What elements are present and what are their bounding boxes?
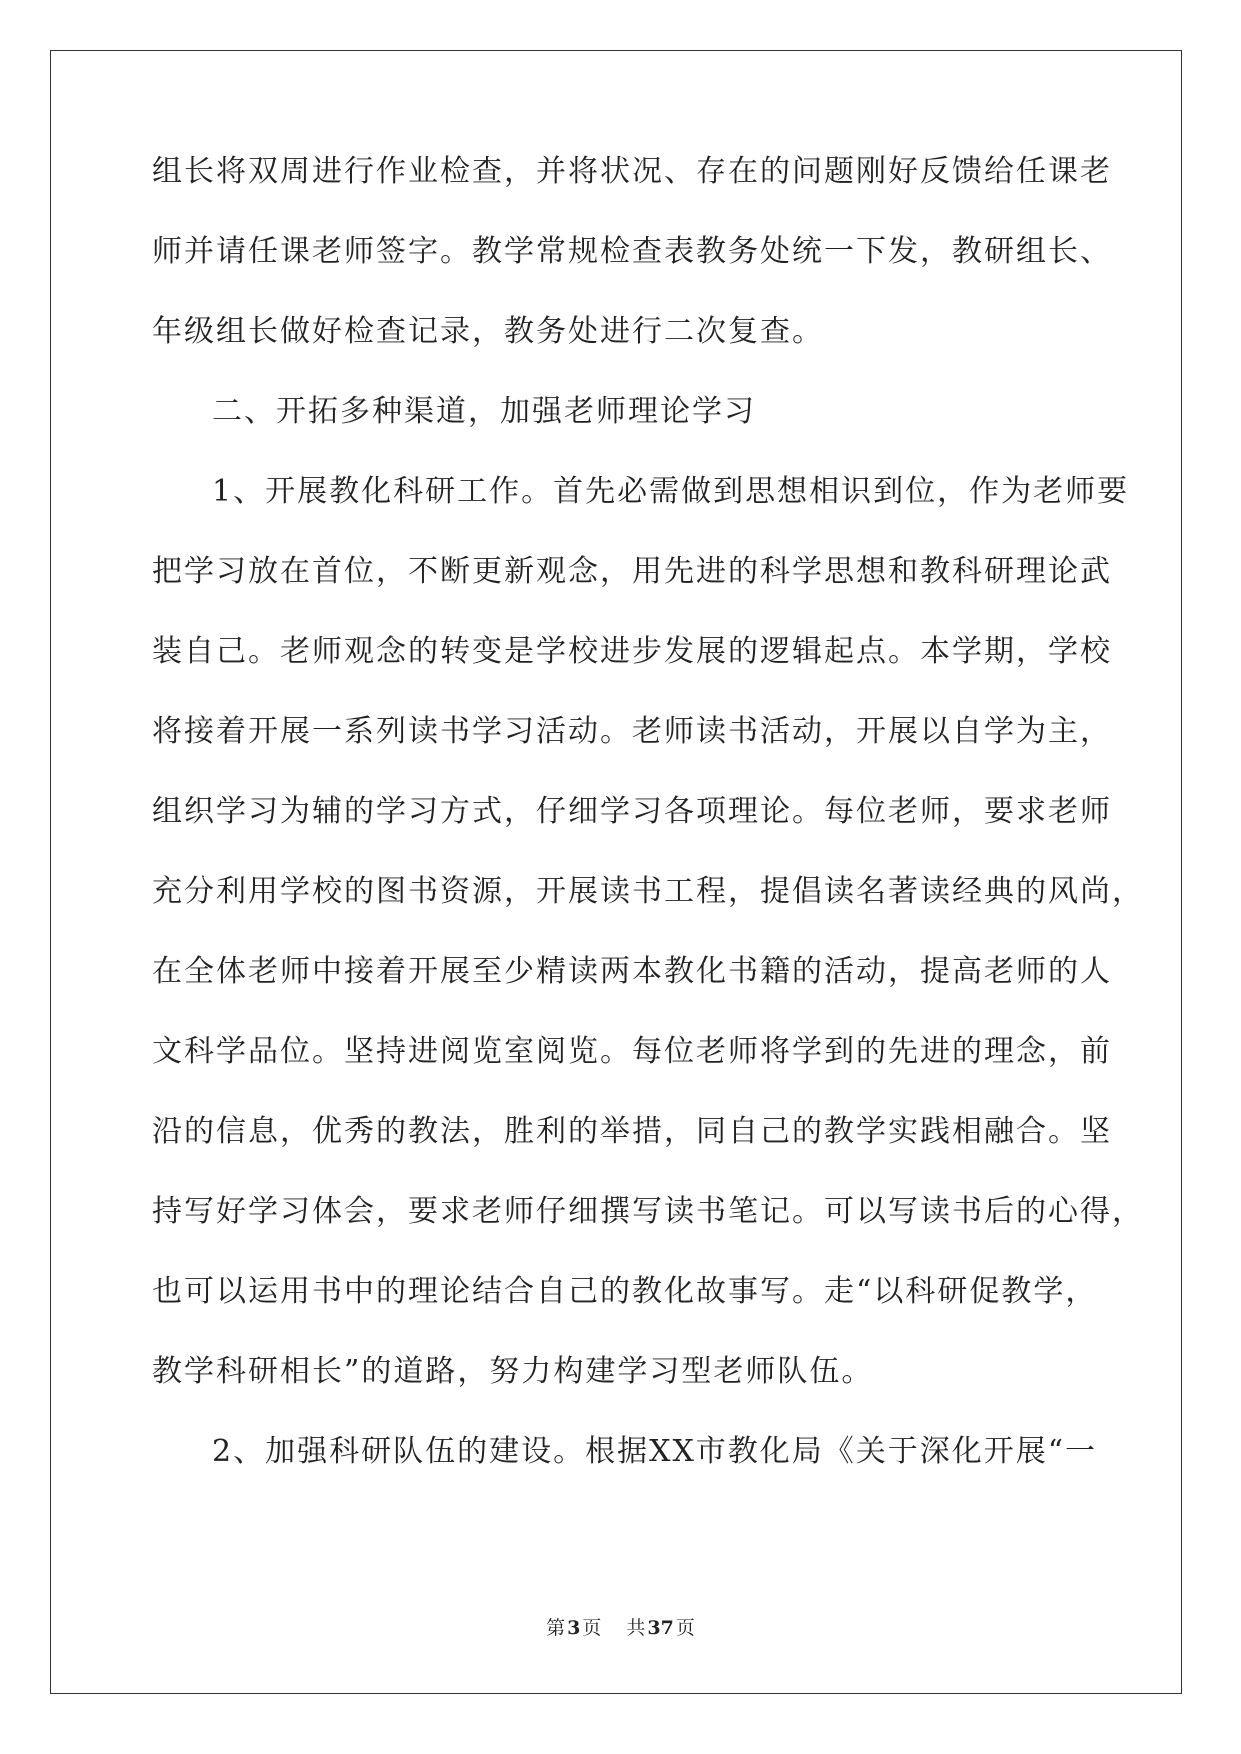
text-line: 教学科研相长”的道路，努力构建学习型老师队伍。 bbox=[152, 1354, 874, 1389]
text-line: 在全体老师中接着开展至少精读两本教化书籍的活动，提高老师的人 bbox=[152, 954, 1112, 989]
page-number: 3 bbox=[567, 1617, 581, 1639]
total-suffix: 页 bbox=[675, 1617, 695, 1639]
total-pages: 37 bbox=[647, 1617, 674, 1639]
text-line: 将接着开展一系列读书学习活动。老师读书活动，开展以自学为主， bbox=[152, 714, 1112, 749]
section-heading: 二、开拓多种渠道，加强老师理论学习 bbox=[212, 394, 756, 429]
page-footer bbox=[0, 1616, 1241, 1640]
page-prefix: 第 bbox=[546, 1617, 566, 1639]
text-line: 1、开展教化科研工作。首先必需做到思想相识到位，作为老师要 bbox=[212, 474, 1130, 509]
text-line: 也可以运用书中的理论结合自己的教化故事写。走“以科研促教学， bbox=[152, 1274, 1098, 1309]
text-line: 文科学品位。坚持进阅览室阅览。每位老师将学到的先进的理念，前 bbox=[152, 1034, 1112, 1069]
text-line: 年级组长做好检查记录，教务处进行二次复查。 bbox=[152, 314, 824, 349]
text-line: 装自己。老师观念的转变是学校进步发展的逻辑起点。本学期，学校 bbox=[152, 634, 1112, 669]
text-line: 组织学习为辅的学习方式，仔细学习各项理论。每位老师，要求老师 bbox=[152, 794, 1112, 829]
text-line: 沿的信息，优秀的教法，胜利的举措，同自己的教学实践相融合。坚 bbox=[152, 1114, 1112, 1149]
text-line: 师并请任课老师签字。教学常规检查表教务处统一下发，教研组长、 bbox=[152, 234, 1112, 269]
total-prefix: 共 bbox=[626, 1617, 646, 1639]
text-line: 2、加强科研队伍的建设。根据XX市教化局《关于深化开展“一 bbox=[212, 1434, 1098, 1469]
text-line: 把学习放在首位，不断更新观念，用先进的科学思想和教科研理论武 bbox=[152, 554, 1112, 589]
text-line: 组长将双周进行作业检查，并将状况、存在的问题刚好反馈给任课老 bbox=[152, 154, 1112, 189]
page-suffix: 页 bbox=[582, 1617, 602, 1639]
text-line: 充分利用学校的图书资源，开展读书工程，提倡读名著读经典的风尚， bbox=[152, 874, 1144, 909]
text-line: 持写好学习体会，要求老师仔细撰写读书笔记。可以写读书后的心得， bbox=[152, 1194, 1144, 1229]
